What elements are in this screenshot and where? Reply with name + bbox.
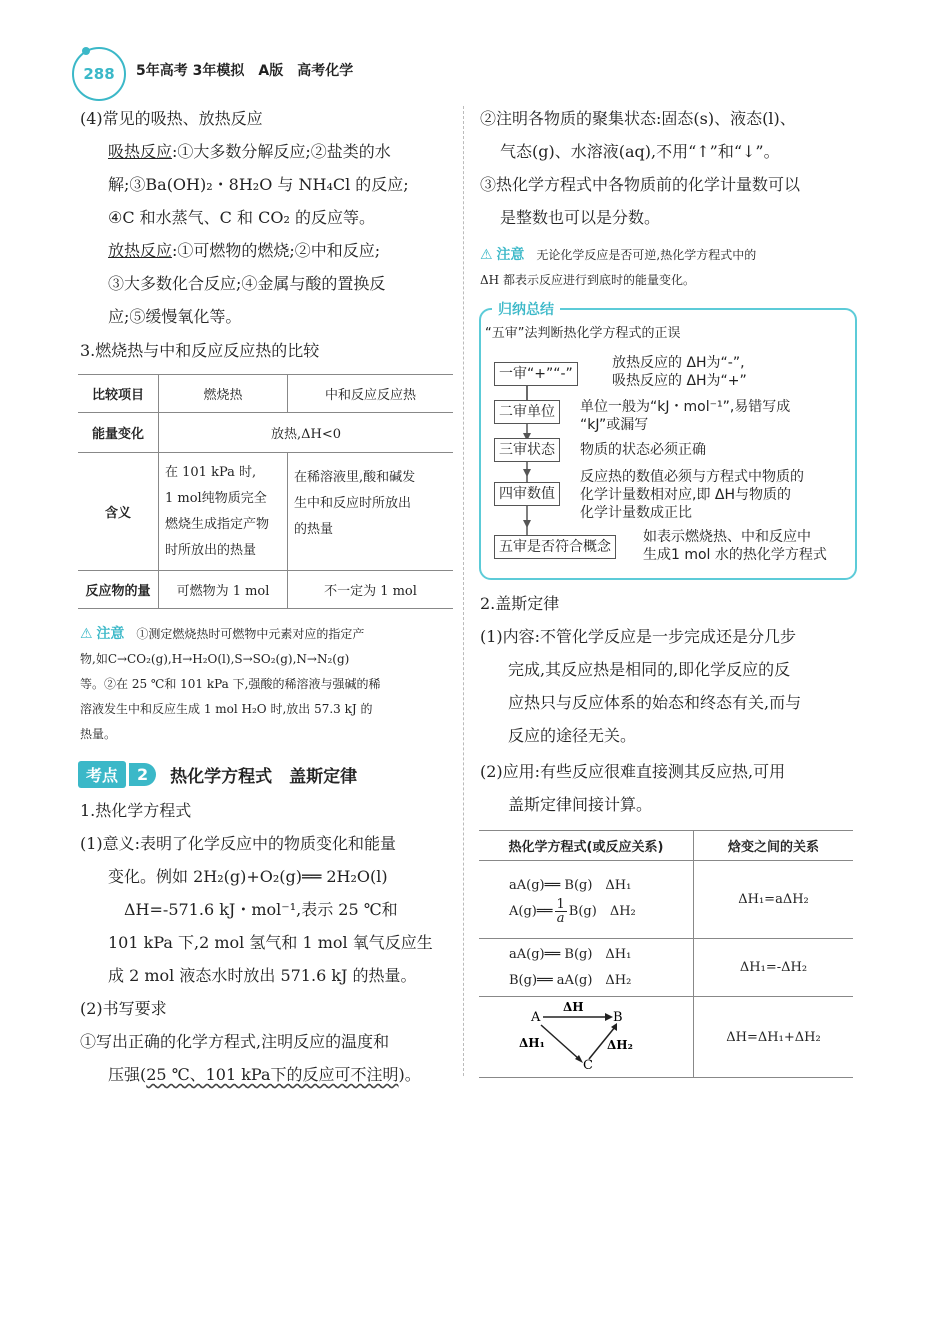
summary-step-2: 二审单位 [494,400,560,424]
compare-header-combustion: 燃烧热 [159,375,288,413]
compare-meaning-combustion: 在 101 kPa 时, 1 mol纯物质完全 燃烧生成指定产物 时所放出的热量 [159,453,288,571]
hess-row3-rel: ΔH=ΔH₁+ΔH₂ [694,997,854,1078]
svg-text:C: C [583,1058,593,1073]
summary-step-1-desc: 放热反应的 ΔH为“-”, 吸热反应的 ΔH为“+” [612,355,747,389]
endo-line3: ④C 和水蒸气、C 和 CO₂ 的反应等。 [108,208,375,227]
s1-2-item1a: ①写出正确的化学方程式,注明反应的温度和 [80,1032,390,1051]
summary-subtitle: “五审”法判断热化学方程式的正误 [485,326,681,341]
compare-amount-combustion: 可燃物为 1 mol [159,571,288,609]
section-3-title: 3.燃烧热与中和反应反应热的比较 [80,341,320,360]
summary-step-3-desc: 物质的状态必须正确 [580,442,706,458]
hess-1-line3: 应热只与反应体系的始态和终态有关,而与 [508,693,802,712]
hess-2-line2: 盖斯定律间接计算。 [508,795,653,814]
kaodian-label: 考点 [78,761,126,788]
hess-row3-diagram [479,997,694,1078]
s1-title: 1.热化学方程式 [80,801,192,820]
item2b: 气态(g)、水溶液(aq),不用“↑”和“↓”。 [500,142,780,161]
compare-energy-value: 放热,ΔH<0 [159,413,454,453]
summary-step-2-desc: 单位一般为“kJ・mol⁻¹”,易错写成 “kJ”或漏写 [580,399,791,433]
endo-line2: 解;③Ba(OH)₂・8H₂O 与 NH₄Cl 的反应; [108,175,409,194]
s1-2-item1b: 压强(25 ℃、101 kPa下的反应可不注明)。 [108,1065,421,1084]
svg-text:B: B [613,1010,623,1025]
note-1: ⚠ 注意 ①测定燃烧热时可燃物中元素对应的指定产 物,如C→CO₂(g),H→H₂O(l),S→SO₂(g),N→N₂(g) 等。②在 25 ℃和 101 kPa 下,强酸的稀溶液与强碱的稀 溶液发生中和反应生成 1 mol H₂O 时,放出 57.3 kJ 的 热量。 [80,626,381,741]
kaodian-banner [78,760,357,788]
s1-1-line3: ΔH=-571.6 kJ・mol⁻¹,表示 25 ℃和 [124,900,398,919]
hess-1-line4: 反应的途径无关。 [508,726,637,745]
compare-amount-label: 反应物的量 [78,571,159,609]
svg-text:ΔH₁: ΔH₁ [519,1036,545,1050]
compare-energy-label: 能量变化 [78,413,159,453]
item3a: ③热化学方程式中各物质前的化学计量数可以 [480,175,801,194]
s1-1-line5: 成 2 mol 液态水时放出 571.6 kJ 的热量。 [108,966,417,985]
hess-row1-eq: aA(g)══ B(g) ΔH₁ A(g)══ 1 a B(g) ΔH₂ [479,861,694,939]
page-number: 288 [72,47,126,101]
compare-table [78,374,453,609]
exo-label: 放热反应 [108,241,173,260]
hess-row1-rel: ΔH₁=aΔH₂ [694,861,854,939]
hess-title: 2.盖斯定律 [480,594,560,613]
summary-step-4: 四审数值 [494,482,560,506]
column-divider [463,106,464,1076]
endo-label: 吸热反应 [108,142,173,161]
summary-step-5-desc: 如表示燃烧热、中和反应中 生成1 mol 水的热化学方程式 [643,529,827,563]
svg-text:A: A [531,1010,541,1025]
compare-header-item: 比较项目 [78,375,159,413]
summary-step-3: 三审状态 [494,438,560,462]
hess-1-line1: (1)内容:不管化学反应是一步完成还是分几步 [480,627,797,646]
s1-1-line2: 变化。例如 2H₂(g)+O₂(g)══ 2H₂O(l) [108,867,388,886]
kaodian-number: 2 [129,763,156,786]
exo-line2: ③大多数化合反应;④金属与酸的置换反 [108,274,386,293]
hess-header-eq: 热化学方程式(或反应关系) [479,831,694,861]
s1-2-title: (2)书写要求 [80,999,167,1018]
hess-triangle-diagram [479,997,693,1073]
compare-meaning-label: 含义 [78,453,159,571]
exo-line1: 放热反应:①可燃物的燃烧;②中和反应; [108,241,381,260]
hess-header-rel: 焓变之间的关系 [694,831,854,861]
summary-tag: 归纳总结 [492,299,560,319]
compare-header-neutral: 中和反应反应热 [288,375,454,413]
exo-line3: 应;⑤缓慢氧化等。 [108,307,242,326]
s1-1-line4: 101 kPa 下,2 mol 氢气和 1 mol 氧气反应生 [108,933,433,952]
compare-amount-neutral: 不一定为 1 mol [288,571,454,609]
svg-text:ΔH₂: ΔH₂ [607,1038,633,1052]
warning-icon: ⚠ [80,626,93,642]
kaodian-title: 热化学方程式 盖斯定律 [170,766,358,787]
svg-text:ΔH: ΔH [563,1000,584,1014]
note-2: ⚠ 注意 无论化学反应是否可逆,热化学方程式中的 ΔH 都表示反应进行到底时的能量变化。 [480,247,757,287]
hess-row2-rel: ΔH₁=-ΔH₂ [694,939,854,997]
hess-table [479,830,853,1078]
warning-icon: ⚠ [480,247,493,263]
book-title: 5年高考 3年模拟 A版 高考化学 [136,63,354,79]
item3b: 是整数也可以是分数。 [500,208,661,227]
s1-1-line1: (1)意义:表明了化学反应中的物质变化和能量 [80,834,397,853]
section-4-title: (4)常见的吸热、放热反应 [80,109,263,128]
summary-step-5: 五审是否符合概念 [494,535,616,559]
summary-step-4-desc: 反应热的数值必须与方程式中物质的 化学计量数相对应,即 ΔH与物质的 化学计量数成正比 [580,469,804,521]
hess-2-line1: (2)应用:有些反应很难直接测其反应热,可用 [480,762,786,781]
summary-step-1: 一审“+”“-” [494,362,578,386]
item2a: ②注明各物质的聚集状态:固态(s)、液态(l)、 [480,109,796,128]
compare-meaning-neutral: 在稀溶液里,酸和碱发 生中和反应时所放出 的热量 [288,453,454,571]
hess-1-line2: 完成,其反应热是相同的,即化学反应的反 [508,660,791,679]
hess-row2-eq: aA(g)══ B(g) ΔH₁ B(g)══ aA(g) ΔH₂ [479,939,694,997]
endo-line1: 吸热反应:①大多数分解反应;②盐类的水 [108,142,391,161]
